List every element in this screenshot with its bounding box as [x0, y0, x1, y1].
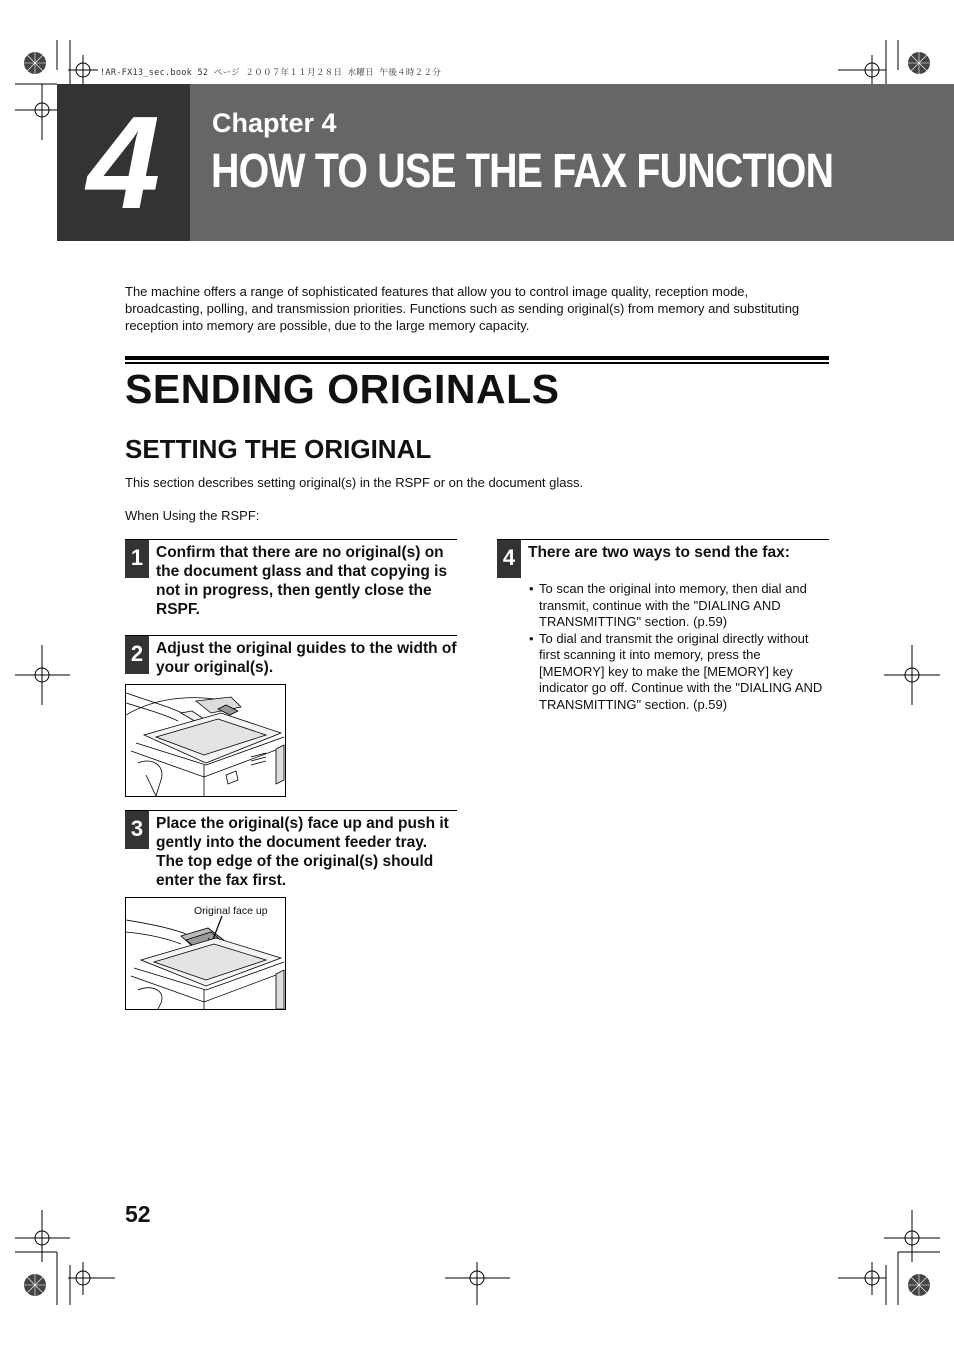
step-rule [497, 539, 829, 540]
step-number: 4 [497, 540, 521, 578]
step-rule [125, 635, 457, 636]
chapter-title: HOW TO USE THE FAX FUNCTION [211, 145, 834, 198]
step-rule [125, 539, 457, 540]
section-title: SENDING ORIGINALS [125, 366, 560, 412]
list-item: • To scan the original into memory, then dial and transmit, continue with the "DIALING AND TRANSMITTING" section. (p.59) [529, 581, 829, 631]
section-description: This section describes setting original(s) in the RSPF or on the document glass. [125, 475, 584, 490]
section-subtitle: SETTING THE ORIGINAL [125, 434, 432, 464]
step-number: 2 [125, 636, 149, 674]
illustration-label: Original face up [194, 905, 268, 917]
chapter-number: 4 [86, 89, 161, 236]
step-rule [125, 810, 457, 811]
page-number: 52 [125, 1201, 151, 1227]
step4-bullet-list [529, 581, 829, 713]
step-text: There are two ways to send the fax: [528, 544, 790, 561]
section-rule-thick [125, 356, 829, 360]
step-number: 3 [125, 811, 149, 849]
step-text: Confirm that there are no original(s) on the document glass and that copying is not in progress, then gently close the RSPF. [156, 544, 448, 618]
when-using-label: When Using the RSPF: [125, 508, 260, 523]
step-text: Adjust the original guides to the width of your original(s). [156, 640, 457, 676]
chapter-label: Chapter 4 [212, 108, 337, 138]
list-item: • To dial and transmit the original directly without first scanning it into memory, press the [MEMORY] key to make the [MEMORY] key indicator go off. Continue with the "DIALING AND TRANSMITTING" section. (p.59) [529, 631, 829, 714]
print-info-line: !AR-FX13_sec.book 52 ページ ２００７年１１月２８日 水曜日 午後４時２２分 [100, 68, 442, 78]
section-rule-thin [125, 362, 829, 364]
step-number: 1 [125, 540, 149, 578]
intro-paragraph: The machine offers a range of sophisticated features that allow you to control image quality, reception mode, broadcasting, polling, and transmission priorities. Functions such as sending original(s) from memory and substituting reception into memory are possible, due to the large memory capacity. [125, 284, 800, 333]
rspf-guides-illustration [125, 684, 286, 797]
step-text: Place the original(s) face up and push it gently into the document feeder tray. The top edge of the original(s) should enter the fax first. [156, 815, 449, 889]
original-face-up-illustration [125, 897, 286, 1010]
